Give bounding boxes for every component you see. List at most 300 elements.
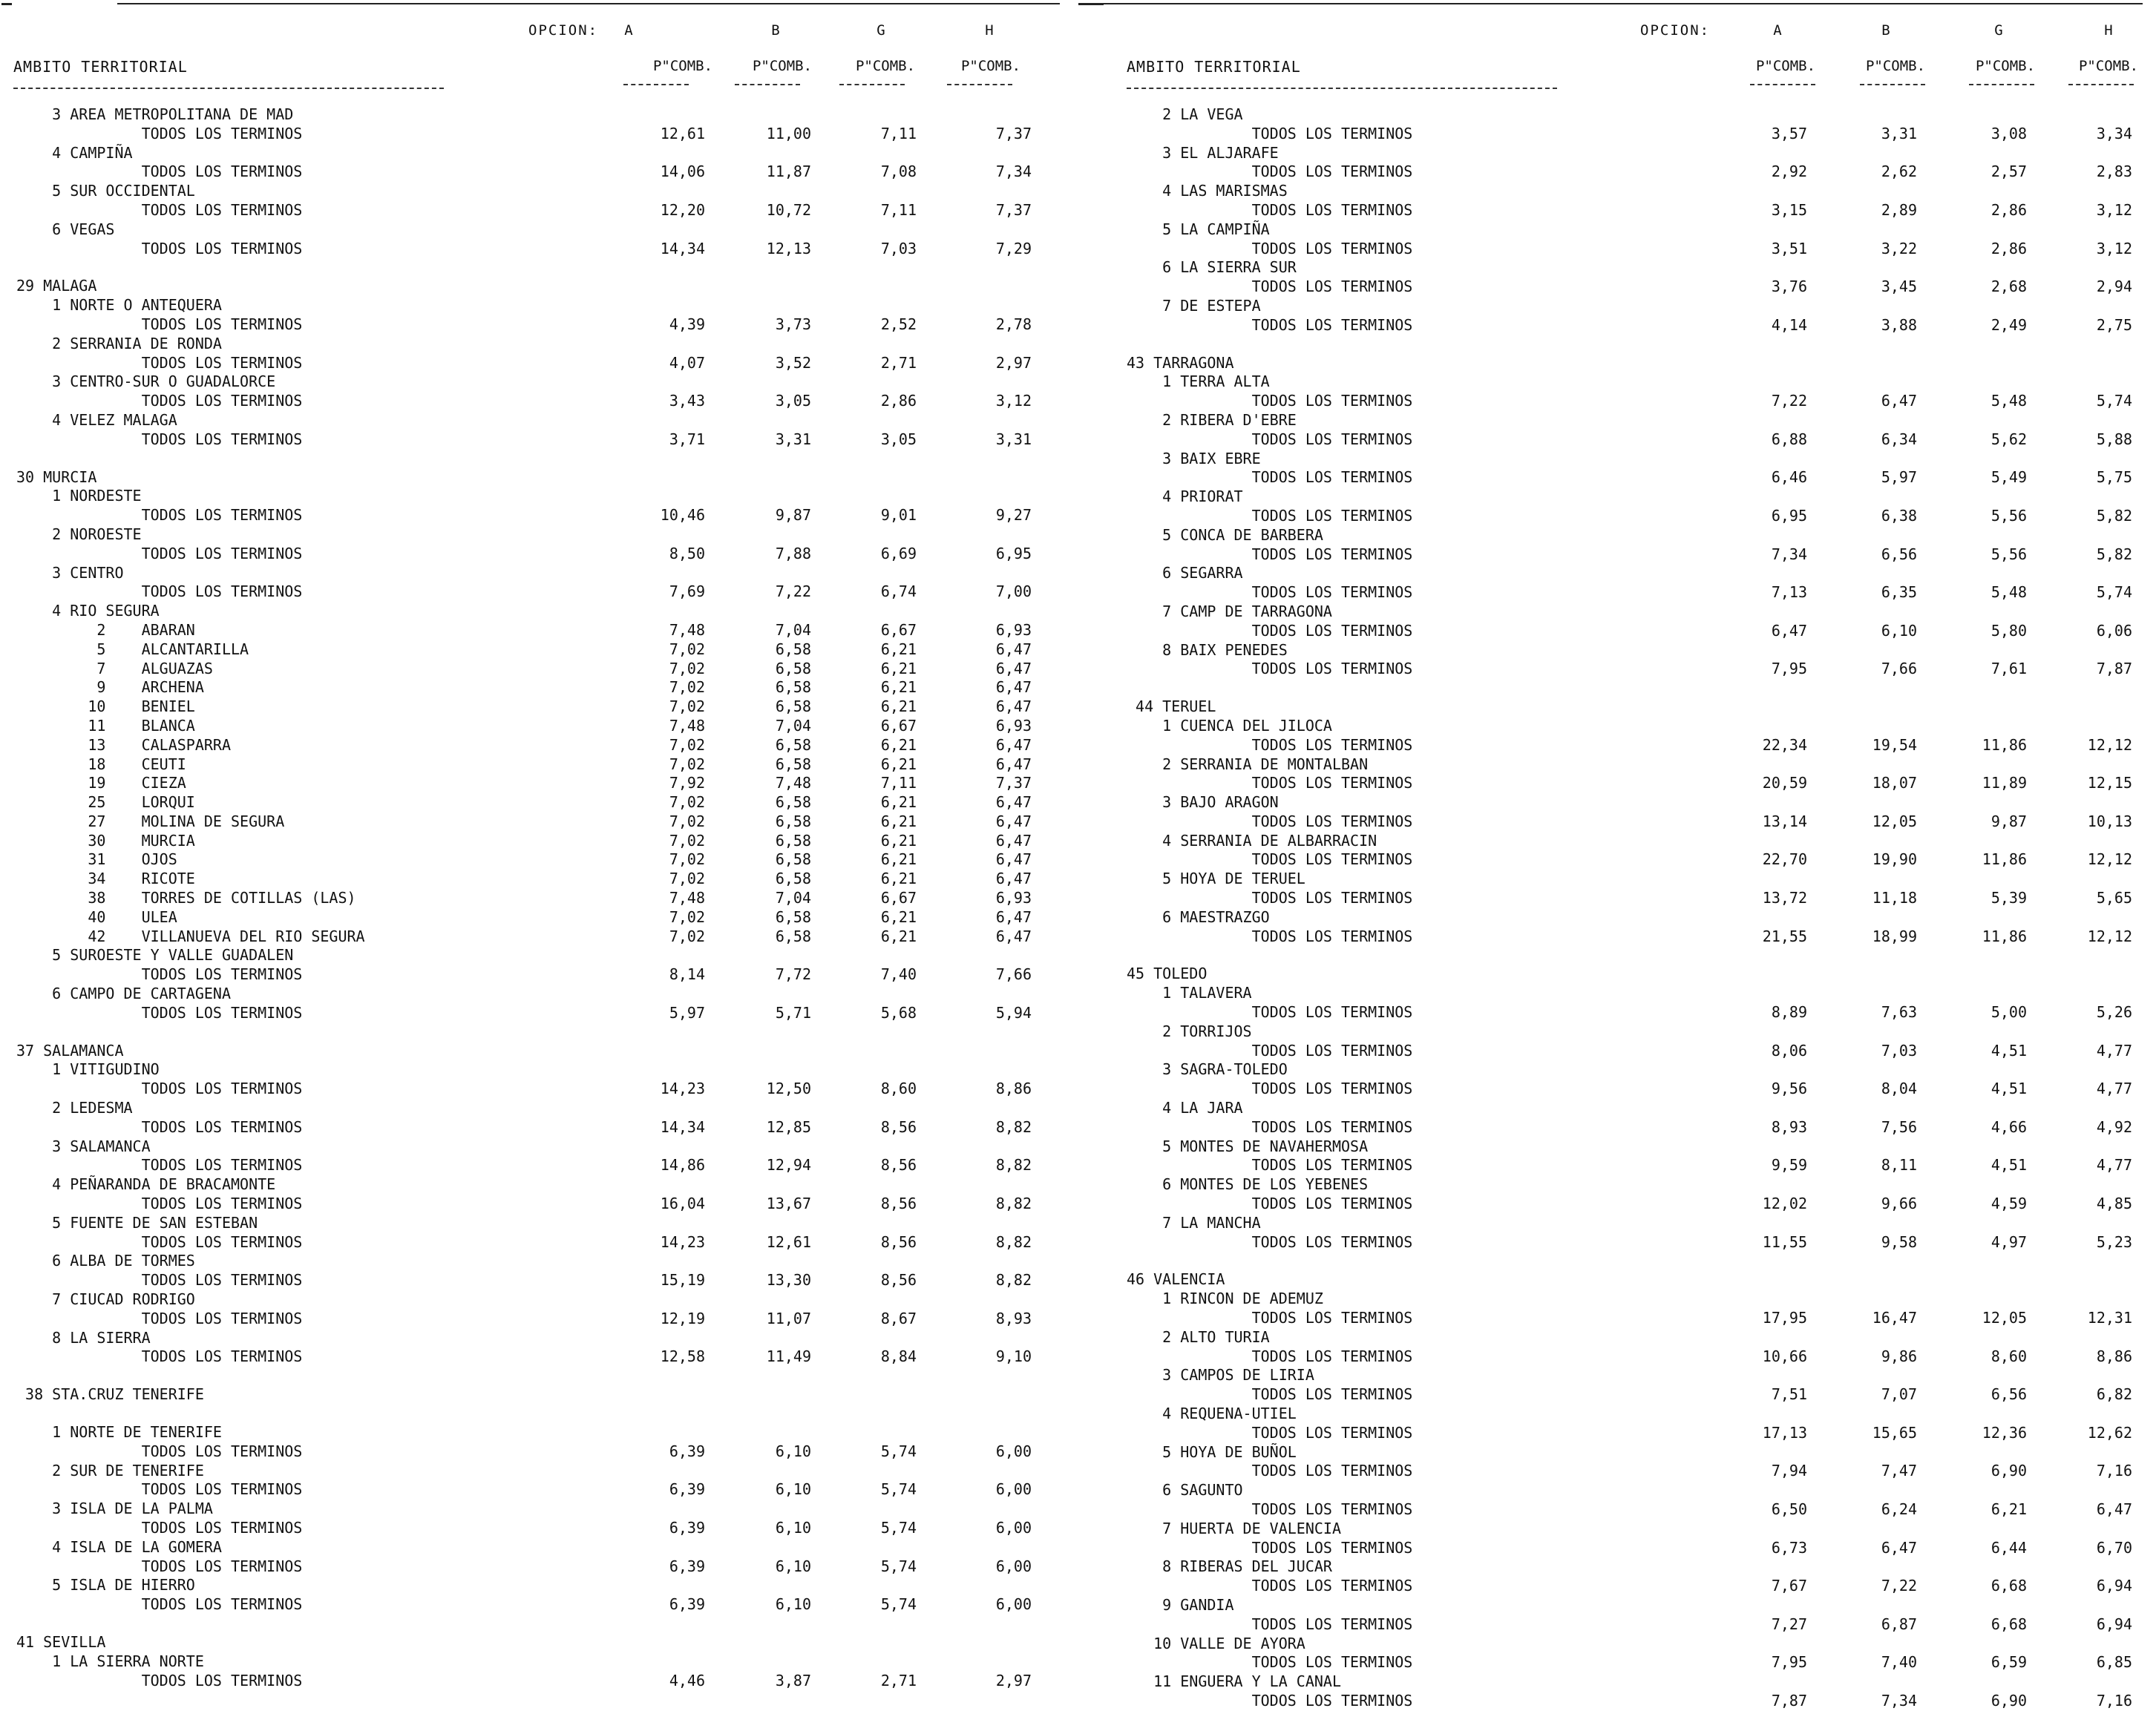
value-g: 2,49 (1990, 315, 2027, 334)
area-label-row (0, 1423, 1078, 1442)
territory-label: 10 VALLE DE AYORA (1127, 1634, 1305, 1652)
option-g-header: G (1994, 22, 2003, 39)
value-h: 7,87 (2096, 660, 2132, 678)
table-row (1078, 201, 2156, 220)
table-row (1078, 927, 2156, 947)
value-h: 12,12 (2087, 850, 2132, 869)
value-h: 5,82 (2096, 545, 2132, 563)
value-g: 6,21 (880, 927, 917, 945)
value-a: 6,46 (1771, 468, 1807, 487)
area-label-row (1078, 1443, 2156, 1462)
value-b: 16,47 (1872, 1309, 1917, 1327)
value-a: 7,02 (669, 735, 705, 754)
table-row (1078, 774, 2156, 793)
area-label-row (0, 1500, 1078, 1519)
ambito-underline (1127, 88, 1557, 89)
territory-label: TODOS LOS TERMINOS (16, 1518, 303, 1537)
table-row (1078, 1424, 2156, 1443)
territory-label: TODOS LOS TERMINOS (16, 1003, 303, 1022)
table-row (0, 1195, 1078, 1214)
territory-label: 13 CALASPARRA (16, 735, 231, 754)
option-b-header: B (771, 22, 780, 39)
value-a: 14,86 (660, 1156, 705, 1175)
table-row (1078, 1118, 2156, 1137)
value-h: 6,00 (995, 1557, 1032, 1575)
left-page (0, 0, 1078, 1702)
value-a: 21,55 (1762, 927, 1807, 945)
value-g: 5,80 (1990, 621, 2027, 640)
value-h: 4,77 (2096, 1156, 2132, 1175)
value-a: 22,34 (1762, 735, 1807, 754)
value-a: 7,02 (669, 793, 705, 812)
value-g: 6,69 (880, 544, 917, 562)
table-row (1078, 1500, 2156, 1520)
value-b: 7,22 (1881, 1577, 1917, 1595)
territory-label: TODOS LOS TERMINOS (1127, 1347, 1413, 1365)
value-b: 6,10 (775, 1595, 811, 1614)
value-h: 7,66 (995, 965, 1032, 984)
territory-label: 37 SALAMANCA (16, 1041, 124, 1060)
table-row (0, 430, 1078, 450)
col-b-header: P"COMB. (752, 58, 813, 74)
value-a: 7,02 (669, 850, 705, 869)
value-b: 18,07 (1872, 774, 1917, 792)
value-g: 5,48 (1990, 392, 2027, 410)
area-label-row (0, 525, 1078, 545)
value-h: 6,93 (995, 620, 1032, 639)
table-row (0, 1595, 1078, 1615)
value-b: 6,10 (775, 1518, 811, 1537)
value-b: 18,99 (1872, 927, 1917, 945)
value-g: 6,21 (880, 793, 917, 812)
territory-label: TODOS LOS TERMINOS (1127, 1615, 1413, 1633)
territory-label: 1 NORTE DE TENERIFE (16, 1423, 222, 1441)
value-g: 8,56 (880, 1117, 917, 1136)
value-h: 10,13 (2087, 812, 2132, 830)
value-a: 5,97 (669, 1003, 705, 1022)
territory-label: 1 TALAVERA (1127, 984, 1252, 1002)
table-row (0, 1233, 1078, 1252)
value-a: 12,02 (1762, 1195, 1807, 1213)
territory-label: 2 SUR DE TENERIFE (16, 1461, 204, 1480)
value-h: 12,12 (2087, 927, 2132, 945)
territory-label: 3 SALAMANCA (16, 1137, 151, 1155)
territory-label: 7 LA MANCHA (1127, 1213, 1261, 1232)
value-h: 2,75 (2096, 315, 2132, 334)
value-g: 9,01 (880, 506, 917, 525)
area-label-row (1078, 354, 2156, 373)
blank-spacer (0, 450, 1078, 468)
value-g: 6,56 (1990, 1385, 2027, 1404)
value-a: 9,59 (1771, 1156, 1807, 1175)
table-row (0, 354, 1078, 373)
area-label-row (0, 1652, 1078, 1672)
territory-label: TODOS LOS TERMINOS (16, 430, 303, 448)
value-g: 8,84 (880, 1347, 917, 1366)
territory-label: TODOS LOS TERMINOS (1127, 1653, 1413, 1672)
right-table-body (1078, 105, 2156, 1711)
value-h: 6,47 (995, 659, 1032, 677)
territory-label: 3 EL ALJARAFE (1127, 143, 1279, 162)
area-label-row (1078, 1137, 2156, 1157)
area-label-row (1078, 1099, 2156, 1118)
value-h: 8,82 (995, 1117, 1032, 1136)
territory-label: 5 FUENTE DE SAN ESTEBAN (16, 1213, 258, 1232)
area-label-row (1078, 526, 2156, 545)
value-g: 5,00 (1990, 1003, 2027, 1022)
area-label-row (1078, 755, 2156, 775)
top-rule (117, 3, 1060, 4)
value-h: 3,31 (995, 430, 1032, 448)
territory-label: 2 LA VEGA (1127, 105, 1243, 123)
value-g: 8,60 (880, 1080, 917, 1098)
table-row (0, 315, 1078, 335)
territory-label: TODOS LOS TERMINOS (1127, 735, 1413, 754)
territory-label: TODOS LOS TERMINOS (1127, 1691, 1413, 1710)
col-h-header: P"COMB. (960, 58, 1021, 74)
value-b: 3,31 (1881, 124, 1917, 142)
value-g: 6,21 (880, 870, 917, 888)
value-h: 7,16 (2096, 1462, 2132, 1480)
value-b: 12,13 (766, 239, 811, 257)
territory-label: 40 ULEA (16, 907, 177, 926)
value-g: 6,74 (880, 582, 917, 601)
value-b: 3,31 (775, 430, 811, 448)
value-h: 3,34 (2096, 124, 2132, 142)
territory-label: 4 PEÑARANDA DE BRACAMONTE (16, 1175, 276, 1194)
area-label-row (1078, 641, 2156, 660)
value-a: 7,87 (1771, 1691, 1807, 1710)
municipality-row (0, 908, 1078, 927)
area-label-row (1078, 411, 2156, 430)
value-a: 7,95 (1771, 660, 1807, 678)
value-a: 6,39 (669, 1557, 705, 1575)
table-row (1078, 1156, 2156, 1175)
area-label-row (0, 1329, 1078, 1348)
table-row (1078, 812, 2156, 832)
table-row (1078, 1347, 2156, 1367)
value-a: 11,55 (1762, 1232, 1807, 1251)
territory-label: 5 SUROESTE Y VALLE GUADALEN (16, 946, 294, 965)
value-b: 2,62 (1881, 162, 1917, 181)
value-b: 9,66 (1881, 1195, 1917, 1213)
value-a: 8,89 (1771, 1003, 1807, 1022)
table-row (0, 582, 1078, 602)
territory-label: 9 GANDIA (1127, 1595, 1234, 1614)
value-b: 6,58 (775, 640, 811, 658)
value-h: 6,47 (995, 812, 1032, 830)
area-label-row (1078, 1635, 2156, 1654)
table-row (1078, 1615, 2156, 1635)
value-g: 6,21 (880, 907, 917, 926)
value-b: 7,34 (1881, 1691, 1917, 1710)
value-g: 5,49 (1990, 468, 2027, 487)
value-g: 6,21 (880, 850, 917, 869)
value-b: 6,87 (1881, 1615, 1917, 1633)
table-row (1078, 125, 2156, 144)
value-b: 7,04 (775, 716, 811, 735)
value-b: 7,88 (775, 544, 811, 562)
value-b: 6,58 (775, 659, 811, 677)
table-row (1078, 1462, 2156, 1481)
territory-label: 2 TORRIJOS (1127, 1022, 1252, 1040)
value-h: 9,27 (995, 506, 1032, 525)
area-label-row (0, 487, 1078, 506)
territory-label: TODOS LOS TERMINOS (1127, 850, 1413, 869)
territory-label: 4 SERRANIA DE ALBARRACIN (1127, 831, 1377, 850)
blank-spacer (1078, 1252, 2156, 1270)
value-h: 6,47 (995, 678, 1032, 697)
value-h: 6,95 (995, 544, 1032, 562)
value-h: 6,47 (995, 735, 1032, 754)
territory-label: TODOS LOS TERMINOS (1127, 200, 1413, 219)
value-b: 12,50 (766, 1080, 811, 1098)
value-h: 2,97 (995, 1671, 1032, 1689)
territory-label: 34 RICOTE (16, 870, 195, 888)
table-row (1078, 850, 2156, 870)
col-g-header: P"COMB. (1975, 58, 2036, 74)
value-a: 6,39 (669, 1595, 705, 1614)
territory-label: 2 ALTO TURIA (1127, 1327, 1270, 1346)
table-row (1078, 430, 2156, 450)
col-a-underline (623, 84, 689, 85)
territory-label: TODOS LOS TERMINOS (1127, 1117, 1413, 1136)
territory-label: 1 NORDESTE (16, 487, 142, 505)
value-b: 7,03 (1881, 1041, 1917, 1060)
territory-label: TODOS LOS TERMINOS (16, 200, 303, 219)
territory-label: 2 RIBERA D'EBRE (1127, 410, 1297, 429)
value-g: 4,59 (1990, 1195, 2027, 1213)
table-row (1078, 1195, 2156, 1214)
area-label-row (0, 1633, 1078, 1652)
municipality-row (0, 889, 1078, 908)
value-h: 6,93 (995, 889, 1032, 907)
value-b: 3,22 (1881, 239, 1917, 257)
value-g: 2,57 (1990, 162, 2027, 181)
value-a: 7,02 (669, 831, 705, 850)
municipality-row (0, 717, 1078, 736)
area-label-row (0, 1099, 1078, 1118)
table-row (1078, 507, 2156, 526)
value-h: 6,85 (2096, 1653, 2132, 1672)
value-g: 6,21 (880, 831, 917, 850)
territory-label: TODOS LOS TERMINOS (1127, 1462, 1413, 1480)
value-g: 4,51 (1990, 1156, 2027, 1175)
value-h: 6,00 (995, 1442, 1032, 1460)
value-g: 4,51 (1990, 1041, 2027, 1060)
value-a: 13,72 (1762, 889, 1807, 907)
area-label-row (1078, 1520, 2156, 1539)
table-row (1078, 316, 2156, 335)
value-a: 7,92 (669, 774, 705, 792)
territory-label: 10 BENIEL (16, 697, 195, 716)
value-g: 5,56 (1990, 506, 2027, 525)
value-b: 7,07 (1881, 1385, 1917, 1404)
territory-label: 7 DE ESTEPA (1127, 296, 1261, 315)
territory-label: TODOS LOS TERMINOS (1127, 1232, 1413, 1251)
territory-label: TODOS LOS TERMINOS (1127, 315, 1413, 334)
value-h: 7,34 (995, 162, 1032, 181)
territory-label: 3 CENTRO (16, 563, 124, 582)
table-row (1078, 583, 2156, 602)
value-g: 7,40 (880, 965, 917, 984)
value-b: 6,24 (1881, 1500, 1917, 1518)
col-a-header: P"COMB. (652, 58, 713, 74)
territory-label: TODOS LOS TERMINOS (16, 1117, 303, 1136)
value-h: 8,82 (995, 1195, 1032, 1213)
territory-label: TODOS LOS TERMINOS (16, 1309, 303, 1327)
municipality-row (0, 678, 1078, 697)
territory-label: TODOS LOS TERMINOS (16, 239, 303, 257)
blank-spacer (1078, 335, 2156, 354)
value-g: 2,86 (1990, 200, 2027, 219)
value-a: 7,48 (669, 716, 705, 735)
territory-label: TODOS LOS TERMINOS (16, 1271, 303, 1290)
col-a-underline (1750, 84, 1815, 85)
value-h: 8,82 (995, 1271, 1032, 1290)
value-g: 2,52 (880, 315, 917, 333)
territory-label: 7 CAMP DE TARRAGONA (1127, 602, 1332, 620)
table-row (0, 1557, 1078, 1577)
table-row (1078, 889, 2156, 908)
table-row (0, 1519, 1078, 1538)
territory-label: TODOS LOS TERMINOS (1127, 1577, 1413, 1595)
value-a: 6,39 (669, 1518, 705, 1537)
value-a: 7,34 (1771, 545, 1807, 563)
value-h: 6,94 (2096, 1615, 2132, 1633)
value-h: 7,37 (995, 124, 1032, 142)
area-label-row (0, 1042, 1078, 1061)
value-a: 9,56 (1771, 1080, 1807, 1098)
value-b: 6,58 (775, 735, 811, 754)
territory-label: TODOS LOS TERMINOS (1127, 1538, 1413, 1557)
value-h: 7,16 (2096, 1691, 2132, 1710)
table-row (0, 162, 1078, 182)
table-row (1078, 1233, 2156, 1252)
area-label-row (0, 335, 1078, 354)
table-row (1078, 277, 2156, 297)
value-a: 7,02 (669, 678, 705, 697)
area-label-row (1078, 1481, 2156, 1500)
area-label-row (1078, 1290, 2156, 1309)
area-label-row (0, 1060, 1078, 1080)
value-a: 7,95 (1771, 1653, 1807, 1672)
value-a: 3,71 (669, 430, 705, 448)
value-b: 6,47 (1881, 392, 1917, 410)
value-g: 8,67 (880, 1309, 917, 1327)
value-b: 9,87 (775, 506, 811, 525)
opcion-label: OPCION: (1640, 22, 1711, 39)
table-row (0, 201, 1078, 220)
value-h: 6,93 (995, 716, 1032, 735)
value-h: 7,29 (995, 239, 1032, 257)
territory-label: TODOS LOS TERMINOS (16, 506, 303, 525)
value-b: 6,58 (775, 678, 811, 697)
territory-label: TODOS LOS TERMINOS (1127, 812, 1413, 830)
col-h-underline (2068, 84, 2134, 85)
value-h: 12,62 (2087, 1423, 2132, 1442)
value-a: 7,94 (1771, 1462, 1807, 1480)
territory-label: 43 TARRAGONA (1127, 353, 1234, 372)
table-row (0, 125, 1078, 144)
value-h: 6,47 (995, 755, 1032, 773)
territory-label: TODOS LOS TERMINOS (1127, 660, 1413, 678)
territory-label: 1 LA SIERRA NORTE (16, 1652, 204, 1670)
territory-label: 7 HUERTA DE VALENCIA (1127, 1519, 1341, 1537)
territory-label: TODOS LOS TERMINOS (1127, 1500, 1413, 1518)
value-h: 4,77 (2096, 1041, 2132, 1060)
value-h: 8,86 (995, 1080, 1032, 1098)
value-g: 9,87 (1990, 812, 2027, 830)
territory-label: TODOS LOS TERMINOS (1127, 545, 1413, 563)
value-b: 7,72 (775, 965, 811, 984)
value-b: 6,47 (1881, 1538, 1917, 1557)
territory-label: 45 TOLEDO (1127, 965, 1208, 983)
value-g: 6,21 (880, 640, 917, 658)
area-label-row (1078, 105, 2156, 125)
value-h: 6,70 (2096, 1538, 2132, 1557)
territory-label: TODOS LOS TERMINOS (1127, 621, 1413, 640)
territory-label: 5 HOYA DE BUÑOL (1127, 1442, 1297, 1461)
value-h: 7,37 (995, 200, 1032, 219)
value-g: 8,60 (1990, 1347, 2027, 1365)
value-b: 12,61 (766, 1232, 811, 1251)
value-g: 11,86 (1982, 735, 2027, 754)
table-row (1078, 1577, 2156, 1596)
value-a: 4,46 (669, 1671, 705, 1689)
value-b: 19,54 (1872, 735, 1917, 754)
table-row (0, 545, 1078, 564)
municipality-row (0, 736, 1078, 755)
value-b: 7,48 (775, 774, 811, 792)
territory-label: TODOS LOS TERMINOS (1127, 1423, 1413, 1442)
territory-label: 18 CEUTI (16, 755, 186, 773)
value-b: 12,94 (766, 1156, 811, 1175)
area-label-row (1078, 1175, 2156, 1195)
value-a: 8,93 (1771, 1117, 1807, 1136)
value-a: 3,15 (1771, 200, 1807, 219)
territory-label: 42 VILLANUEVA DEL RIO SEGURA (16, 927, 365, 945)
option-a-header: A (1773, 22, 1782, 39)
table-row (1078, 622, 2156, 641)
value-a: 14,34 (660, 239, 705, 257)
area-label-row (1078, 602, 2156, 622)
option-g-header: G (877, 22, 885, 39)
option-b-header: B (1881, 22, 1890, 39)
value-h: 2,94 (2096, 277, 2132, 296)
area-label-row (0, 468, 1078, 487)
value-a: 6,73 (1771, 1538, 1807, 1557)
territory-label: 8 BAIX PENEDES (1127, 640, 1288, 659)
territory-label: 38 STA.CRUZ TENERIFE (16, 1385, 204, 1404)
value-h: 9,10 (995, 1347, 1032, 1366)
area-label-row (0, 372, 1078, 392)
value-g: 4,66 (1990, 1117, 2027, 1136)
territory-label: TODOS LOS TERMINOS (1127, 1385, 1413, 1404)
territory-label: 5 ISLA DE HIERRO (16, 1576, 195, 1595)
table-row (0, 965, 1078, 985)
territory-label: TODOS LOS TERMINOS (16, 582, 303, 601)
value-g: 5,74 (880, 1480, 917, 1499)
table-row (1078, 468, 2156, 487)
left-table-body (0, 105, 1078, 1690)
value-a: 7,27 (1771, 1615, 1807, 1633)
value-b: 7,22 (775, 582, 811, 601)
value-a: 7,02 (669, 927, 705, 945)
table-row (1078, 1309, 2156, 1328)
territory-label: TODOS LOS TERMINOS (1127, 889, 1413, 907)
area-label-row (1078, 1405, 2156, 1424)
